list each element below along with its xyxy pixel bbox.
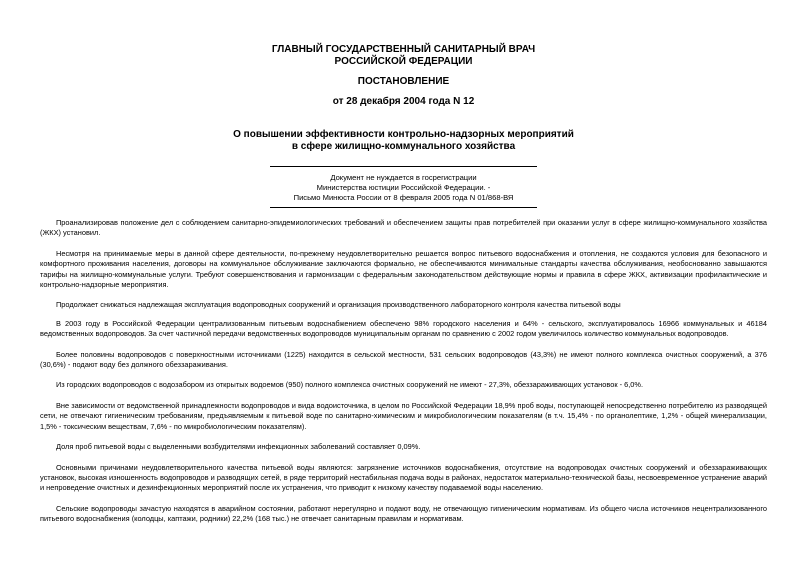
paragraph: Более половины водопроводов с поверхностными источниками (1225) находится в сельской местности, 531 сельских водопроводов (43,3%) не имеют полного комплекса очистных сооружений, а 376 (30,6%) - подают воду без должного обеззараживания. xyxy=(40,349,767,370)
doc-type-heading: ПОСТАНОВЛЕНИЕ xyxy=(357,76,450,87)
title-line-2: в сфере жилищно-коммунального хозяйства xyxy=(291,141,516,152)
title-line-1: О повышении эффективности контрольно-надзорных мероприятий xyxy=(233,129,574,140)
paragraph: Сельские водопроводы зачастую находятся в аварийном состоянии, работают нерегулярно и подают воду, не отвечающую гигиеническим нормативам. Из общего числа источников нецентрализованного питьевого водоснабжения (колодцы, каптажи, родники) 22,2% (168 тыс.) не отвечает санитарным правилам и нормативам. xyxy=(40,503,767,524)
paragraph: Продолжает снижаться надлежащая эксплуатация водопроводных сооружений и организация производственного лабораторного контроля качества питьевой воды xyxy=(56,300,621,310)
document-title xyxy=(0,129,807,153)
date-number-heading: от 28 декабря 2004 года N 12 xyxy=(332,96,475,107)
paragraph: Несмотря на принимаемые меры в данной сфере деятельности, по-прежнему неудовлетворительно решается вопрос питьевого водоснабжения и отопления, не создаются условия для безопасного и комфортного проживания населения, договоры на коммунальное обслуживание заключаются формально, не обеспечиваются минимальные стандарты качества обслуживания, необоснованно завышаются тарифы на жилищно-коммунальные услуги. Требуют совершенствования и гармонизации с федеральным законодательством действующие нормы и правила в сфере ЖКХ, активизации профилактические и контрольно-надзорные мероприятия. xyxy=(40,248,767,290)
registration-note xyxy=(270,166,537,208)
paragraph: Проанализировав положение дел с соблюдением санитарно-эпидемиологических требований и обеспечением защиты прав потребителей при оказании услуг в сфере жилищно-коммунального хозяйства (ЖКХ) установил. xyxy=(40,218,767,238)
paragraph: Из городских водопроводов с водозабором из открытых водоемов (950) полного комплекса очистных сооружений не имеют - 27,3%, обеззараживающих установок - 6,0%. xyxy=(56,380,644,390)
note-line-2: Министерства юстиции Российской Федерации. - xyxy=(316,183,491,192)
paragraph: Основными причинами неудовлетворительного качества питьевой воды являются: загрязнение источников водоснабжения, отсутствие на водопроводах очистных сооружений и обеззараживающих установок, высокая изношенность водопроводов и разводящих сетей, в ряде территорий нестабильная подача воды в районах, недостаток материально-технической базы, несвоевременное устранение аварий и непроведение очистных и дезинфекционных мероприятий после их устранения, что приводит к низкому качеству подаваемой воды населению. xyxy=(40,462,767,493)
note-line-3: Письмо Минюста России от 8 февраля 2005 года N 01/868-ВЯ xyxy=(293,193,514,202)
document-body xyxy=(40,218,767,533)
paragraph: Вне зависимости от ведомственной принадлежности водопроводов и вида водоисточника, в целом по Российской Федерации 18,9% проб воды, поступающей непосредственно потребителю из разводящей сети, не отвечают гигиеническим требованиям, предъявляемым к питьевой воде по санитарно-химическим и микробиологическим показателям (в т.ч. 15,4% - по органолептике, 1,2% - общей минерализации, 1,5% - токсическим веществам, 7,6% - по микробиологическим показателям). xyxy=(40,400,767,431)
issuer-line-2: РОССИЙСКОЙ ФЕДЕРАЦИИ xyxy=(334,56,473,67)
note-line-1: Документ не нуждается в госрегистрации xyxy=(330,173,477,182)
issuer-line-1: ГЛАВНЫЙ ГОСУДАРСТВЕННЫЙ САНИТАРНЫЙ ВРАЧ xyxy=(271,44,536,55)
paragraph: В 2003 году в Российской Федерации централизованным питьевым водоснабжением обеспечено 98% городского населения и 64% - сельского, эксплуатировалось 16966 коммунальных и 46184 ведомственных водопроводов. За счет частичной передачи ведомственных водопроводов муниципальным органам по сравнению с 2002 годом увеличилось количество коммунальных водопроводов. xyxy=(40,318,767,339)
paragraph: Доля проб питьевой воды с выделенными возбудителями инфекционных заболеваний составляет 0,09%. xyxy=(56,442,421,452)
issuer-heading xyxy=(0,44,807,68)
